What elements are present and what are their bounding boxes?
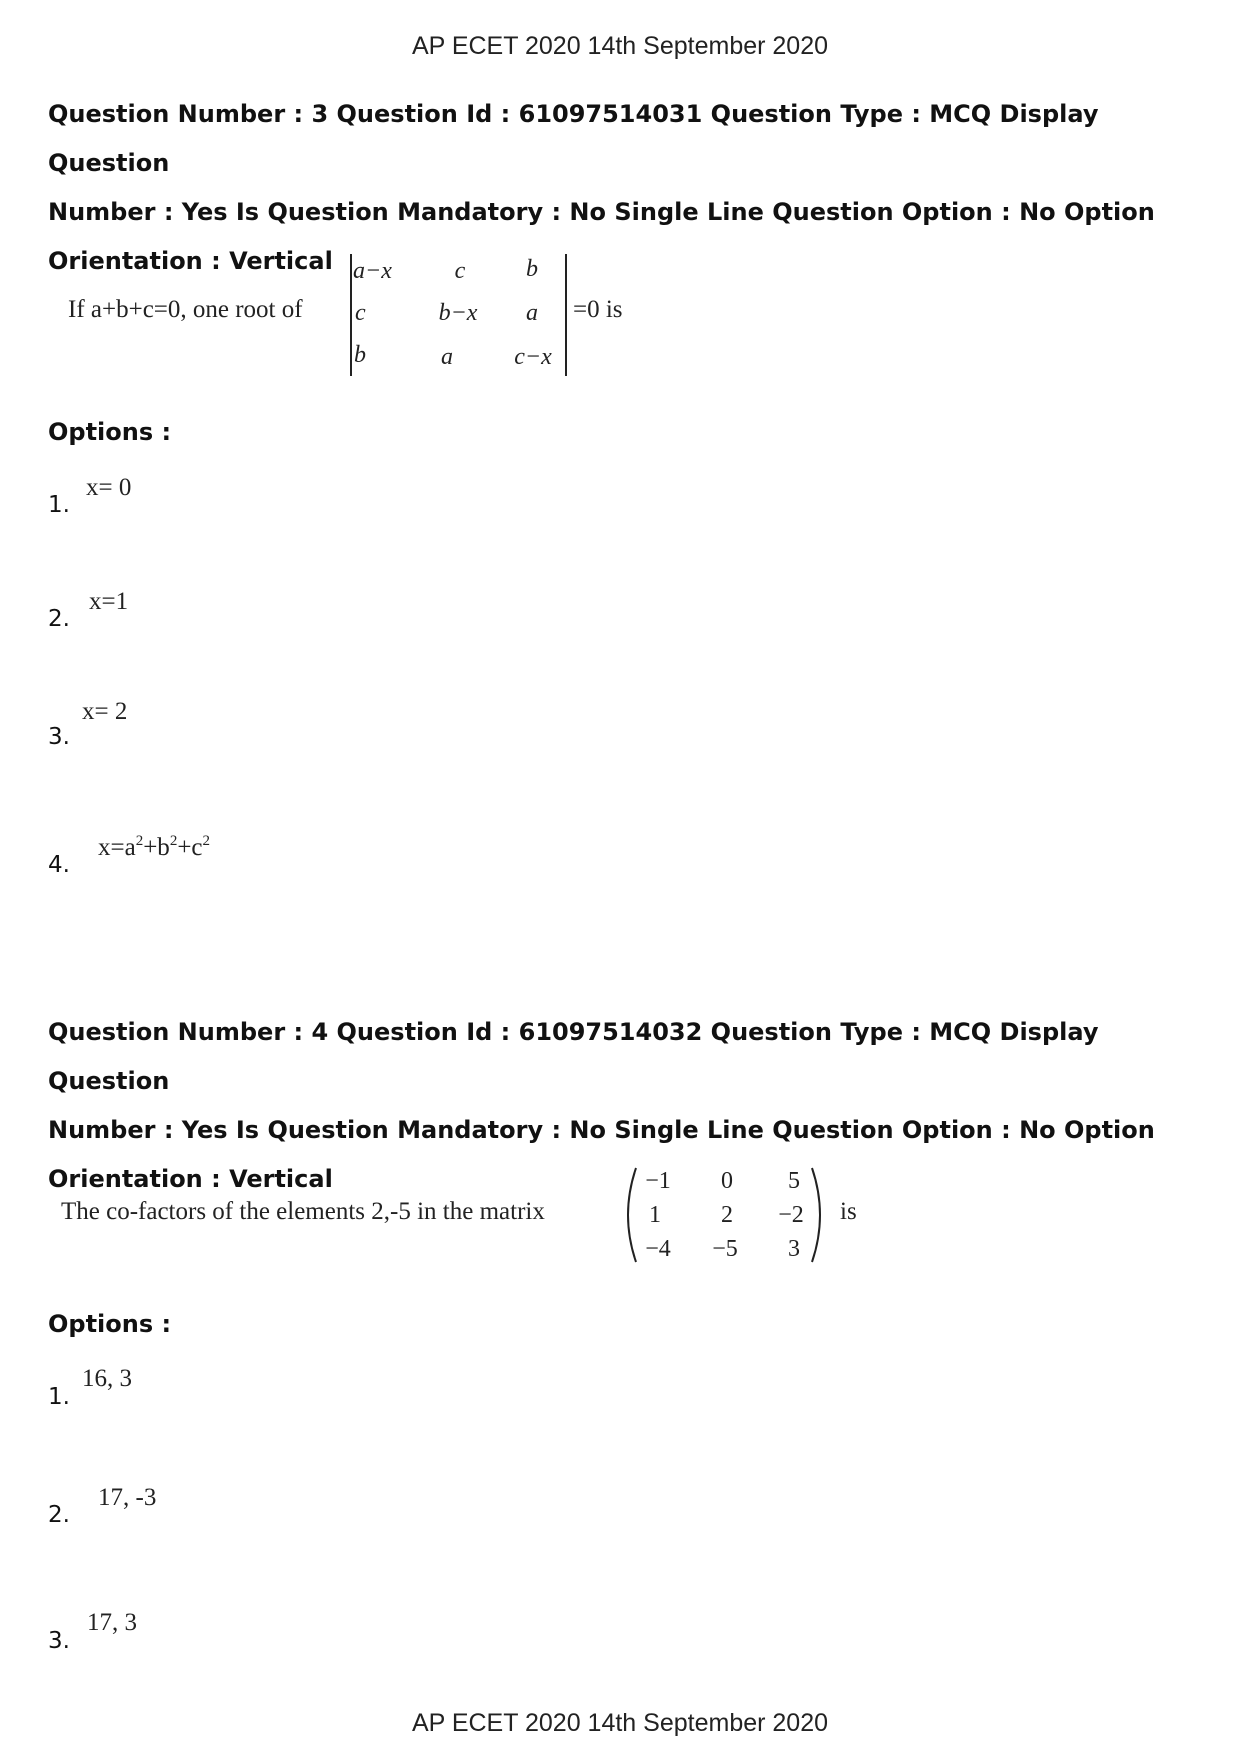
- matrix-cell: 3: [788, 1236, 800, 1262]
- question-3-options-label: Options :: [48, 418, 172, 446]
- det-cell: b: [354, 342, 366, 368]
- option-number: 4.: [48, 852, 70, 878]
- matrix-cell: 5: [788, 1168, 800, 1194]
- matrix-cell: 2: [721, 1202, 733, 1228]
- question-3-meta-line3: Orientation : Vertical: [48, 247, 333, 275]
- question-4-stem-prefix: The co-factors of the elements 2,-5 in the matrix: [61, 1198, 545, 1225]
- det-cell: a: [526, 300, 538, 326]
- option-number: 3.: [48, 724, 70, 750]
- option-text: x= 2: [82, 698, 128, 725]
- question-3-meta-line2: Number : Yes Is Question Mandatory : No Single Line Question Option : No Option: [48, 198, 1155, 226]
- question-3-stem-suffix: =0 is: [573, 296, 623, 323]
- question-4-stem-suffix: is: [840, 1198, 857, 1225]
- question-3-stem-prefix: If a+b+c=0, one root of: [68, 296, 303, 323]
- option-number: 2.: [48, 606, 70, 632]
- option-text: 17, -3: [98, 1484, 157, 1511]
- option-number: 3.: [48, 1628, 70, 1654]
- option-number: 1.: [48, 1384, 70, 1410]
- matrix-cell: −1: [645, 1168, 671, 1194]
- question-4-meta-line1: Question Number : 4 Question Id : 61097514032 Question Type : MCQ Display Question: [48, 1018, 1099, 1095]
- det-cell: c: [454, 258, 466, 284]
- det-cell: c−x: [514, 344, 552, 370]
- det-cell: b: [526, 256, 538, 282]
- det-cell: a: [441, 344, 453, 370]
- determinant-left-bar: [350, 254, 352, 376]
- question-4-meta-line3: Orientation : Vertical: [48, 1165, 333, 1193]
- option-text: $x=a^2+b^2+c^2$: [98, 833, 211, 861]
- option-text: 16, 3: [82, 1365, 132, 1392]
- question-4-options-label: Options :: [48, 1310, 172, 1338]
- matrix-cell: −2: [778, 1202, 804, 1228]
- question-3-meta-line1: Question Number : 3 Question Id : 61097514031 Question Type : MCQ Display Question: [48, 100, 1099, 177]
- question-4-meta-line2: Number : Yes Is Question Mandatory : No Single Line Question Option : No Option: [48, 1116, 1155, 1144]
- det-cell: a−x: [353, 258, 392, 284]
- option-text: 17, 3: [87, 1609, 137, 1636]
- matrix-cell: −5: [712, 1236, 738, 1262]
- matrix-cell: 0: [721, 1168, 733, 1194]
- det-cell: b−x: [438, 300, 478, 326]
- det-cell: c: [355, 300, 366, 326]
- option-number: 2.: [48, 1502, 70, 1528]
- option-number: 1.: [48, 492, 70, 518]
- option-text: x= 0: [86, 474, 132, 501]
- page-footer: AP ECET 2020 14th September 2020: [411, 1709, 829, 1737]
- page-header: AP ECET 2020 14th September 2020: [411, 32, 829, 60]
- matrix-cell: −4: [645, 1236, 671, 1262]
- option-text: x=1: [89, 588, 129, 615]
- matrix-cell: 1: [649, 1202, 661, 1228]
- question-3-meta: [48, 90, 1198, 286]
